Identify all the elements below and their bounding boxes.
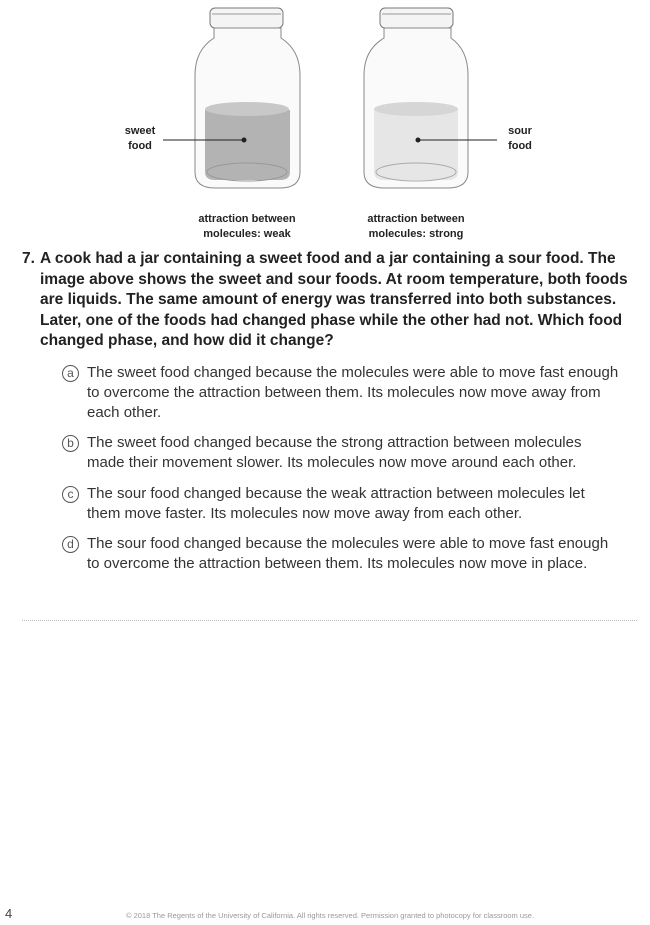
label-line: food — [508, 140, 532, 152]
caption-line: attraction between — [367, 213, 465, 225]
sweet-caption — [177, 212, 317, 242]
question-7 — [22, 249, 647, 352]
caption-line: molecules: weak — [203, 228, 291, 240]
option-text: The sweet food changed because the molecules were able to move fast enough to overcome the attraction between them. Its molecules now move away from each other. — [87, 364, 619, 421]
sour-caption — [346, 212, 486, 242]
question-number: 7. — [22, 250, 35, 267]
question-text: A cook had a jar containing a sweet food and a jar containing a sour food. The image above shows the sweet and sour foods. At room temperature, both foods are liquids. The same amount of energy was transferred into both substances. Later, one of the foods had changed phase while the other had not. Which food changed phase, and how did it change? — [40, 250, 628, 349]
option-a[interactable] — [62, 363, 622, 423]
page-number: 4 — [5, 906, 13, 921]
label-line: food — [128, 140, 152, 152]
sour-food-label — [498, 124, 542, 154]
caption-line: molecules: strong — [368, 228, 464, 240]
option-b[interactable] — [62, 433, 622, 473]
sour-food-jar — [364, 8, 497, 188]
caption-line: attraction between — [198, 213, 296, 225]
option-letter-circle[interactable]: a — [62, 365, 79, 382]
option-c[interactable] — [62, 484, 622, 524]
copyright-footer: © 2018 The Regents of the University of California. All rights reserved. Permission granted to photocopy for classroom use. — [125, 911, 535, 920]
label-line: sweet — [124, 125, 156, 137]
jars-illustration — [0, 0, 650, 200]
option-text: The sour food changed because the molecules were able to move fast enough to overcome the attraction between them. Its molecules now move in place. — [87, 535, 609, 572]
sweet-food-jar — [163, 8, 300, 188]
option-letter-circle[interactable]: c — [62, 486, 79, 503]
option-letter-circle[interactable]: d — [62, 536, 79, 553]
option-text: The sweet food changed because the strong attraction between molecules made their movement slower. Its molecules now move around each other. — [87, 434, 582, 471]
option-letter-circle[interactable]: b — [62, 435, 79, 452]
divider — [22, 620, 637, 621]
option-d[interactable] — [62, 534, 622, 574]
label-line: sour — [508, 125, 532, 137]
sweet-food-label — [118, 124, 162, 154]
option-text: The sour food changed because the weak attraction between molecules let them move faster. Its molecules now move away from each other. — [87, 485, 585, 522]
